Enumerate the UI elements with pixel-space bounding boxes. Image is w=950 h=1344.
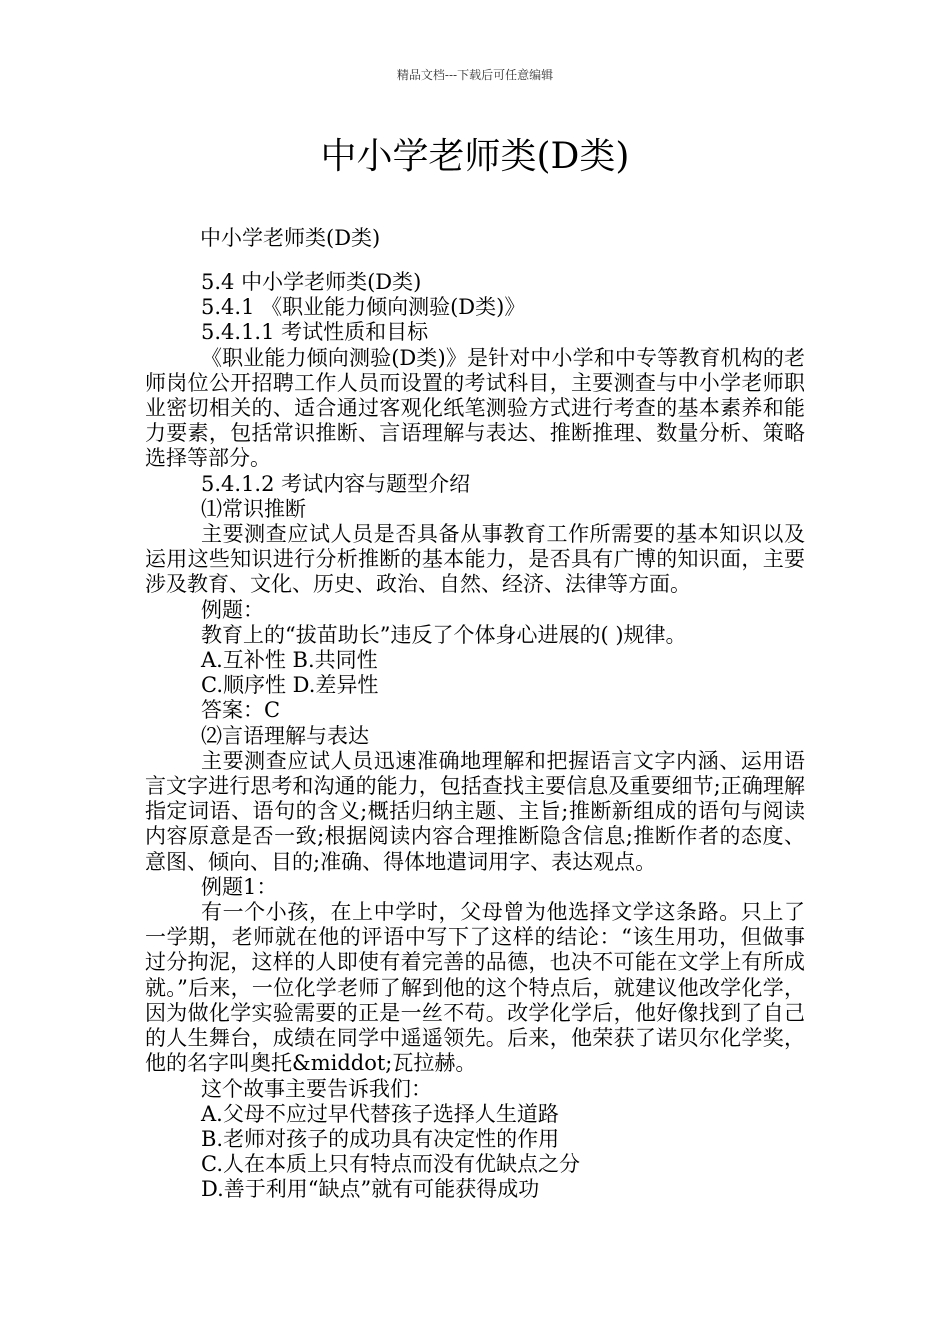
example-options-ab: A.互补性 B.共同性 xyxy=(201,648,378,673)
example-options-cd: C.顺序性 D.差异性 xyxy=(201,673,379,698)
subheading-common-sense: ⑴常识推断 xyxy=(201,496,306,521)
section-heading-5-4: 5.4 中小学老师类(D类) xyxy=(201,270,422,294)
subheading-verbal: ⑵言语理解与表达 xyxy=(201,723,369,748)
option-b: B.老师对孩子的成功具有决定性的作用 xyxy=(201,1126,560,1151)
option-c: C.人在本质上只有特点而没有优缺点之分 xyxy=(201,1152,580,1177)
example-label: 例题： xyxy=(201,597,264,622)
paragraph-verbal: 主要测查应试人员迅速准确地理解和把握语言文字内涵、运用语言文字进行思考和沟通的能力，包括查找主要信息及重要细节;正确理解指定词语、语句的含义;概括归纳主题、主旨;推断新组成的语句与阅读内容原意是否一致;根据阅读内容合理推断隐含信息;推断作者的态度、意图、倾向、目的;准确、得体地遣词用字、表达观点。 xyxy=(145,748,805,874)
document-subtitle: 中小学老师类(D类) xyxy=(200,226,381,250)
section-heading-5-4-1-2: 5.4.1.2 考试内容与题型介绍 xyxy=(201,471,471,496)
option-a: A.父母不应过早代替孩子选择人生道路 xyxy=(201,1101,559,1126)
page-header: 精品文档---下载后可任意编辑 xyxy=(396,68,554,82)
paragraph-common-sense: 主要测查应试人员是否具备从事教育工作所需要的基本知识以及运用这些知识进行分析推断的基本能力，是否具有广博的知识面，主要涉及教育、文化、历史、政治、自然、经济、法律等方面。 xyxy=(145,522,805,597)
document-title: 中小学老师类(D类) xyxy=(320,136,630,177)
option-d: D.善于利用“缺点”就有可能获得成功 xyxy=(201,1177,540,1202)
document-body xyxy=(145,270,805,1203)
paragraph-story: 有一个小孩，在上中学时，父母曾为他选择文学这条路。只上了一学期，老师就在他的评语中写下了这样的结论：“该生用功，但做事过分拘泥，这样的人即使有着完善的品德，也决不可能在文学上有所成就。”后来，一位化学老师了解到他的这个特点后，就建议他改学化学，因为做化学实验需要的正是一丝不苟。改学化学后，他好像找到了自己的人生舞台，成绩在同学中遥遥领先。后来，他荣获了诺贝尔化学奖，他的名字叫奥托&middot;瓦拉赫。 xyxy=(145,900,805,1076)
section-heading-5-4-1: 5.4.1 《职业能力倾向测验(D类)》 xyxy=(201,295,526,320)
section-heading-5-4-1-1: 5.4.1.1 考试性质和目标 xyxy=(201,320,429,345)
paragraph-exam-nature: 《职业能力倾向测验(D类)》是针对中小学和中专等教育机构的老师岗位公开招聘工作人员而设置的考试科目，主要测查与中小学老师职业密切相关的、适合通过客观化纸笔测验方式进行考查的基本素养和能力要素，包括常识推断、言语理解与表达、推断推理、数量分析、策略选择等部分。 xyxy=(145,345,805,471)
example-question: 教育上的“拔苗助长”违反了个体身心进展的( )规律。 xyxy=(201,622,687,647)
example1-label: 例题1： xyxy=(201,874,278,899)
story-question: 这个故事主要告诉我们： xyxy=(201,1076,432,1101)
example-answer: 答案：C xyxy=(201,698,281,723)
